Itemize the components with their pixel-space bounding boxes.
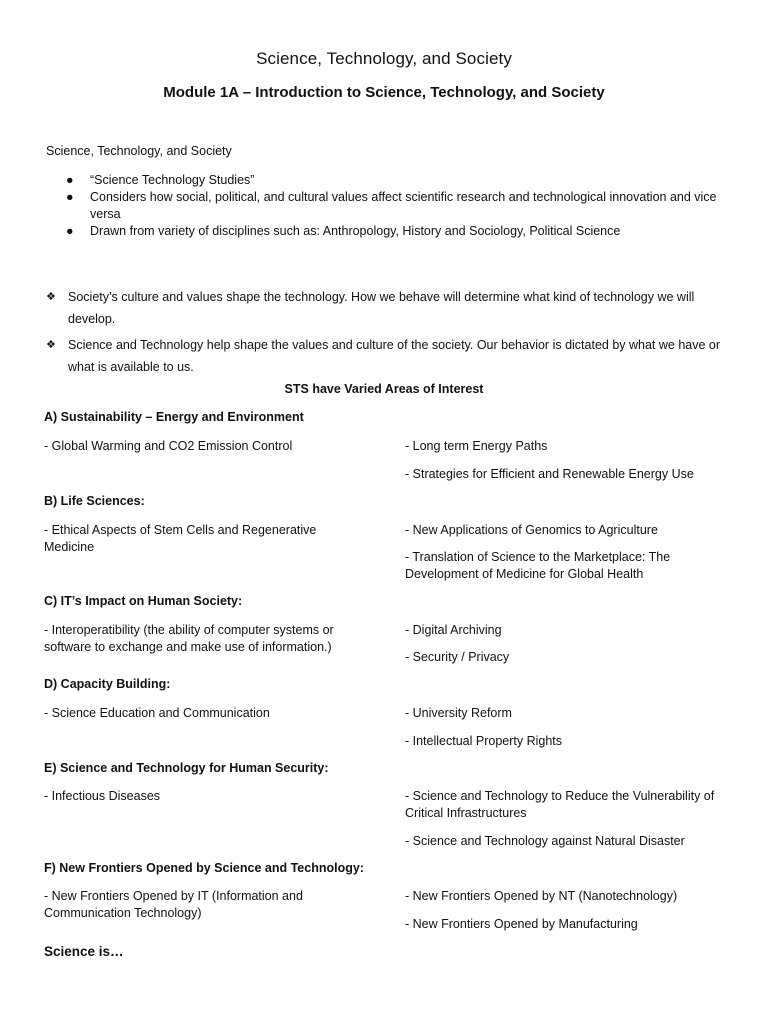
diamond-text: Society’s culture and values shape the technology. How we behave will determine what kind of technology we will develop. [68, 290, 695, 326]
category-item: - Strategies for Efficient and Renewable Energy Use [405, 467, 694, 481]
category-item: - Digital Archiving [405, 623, 502, 637]
diamond-bullet-list [46, 286, 722, 382]
category-heading: B) Life Sciences: [44, 494, 145, 508]
category-heading: C) IT’s Impact on Human Society: [44, 594, 243, 608]
intro-bullet-list [66, 172, 736, 240]
bullet-text: Considers how social, political, and cultural values affect scientific research and technological innovation and vice versa [90, 190, 717, 221]
category-item: - New Frontiers Opened by Manufacturing [405, 917, 638, 931]
list-item [46, 286, 722, 330]
module-subtitle: Module 1A – Introduction to Science, Technology, and Society [163, 84, 605, 101]
category-item: - New Applications of Genomics to Agriculture [405, 523, 658, 537]
category-item: - Translation of Science to the Marketplace: The Development of Medicine for Global Health [405, 550, 671, 581]
category-item: - Infectious Diseases [44, 789, 161, 803]
list-item [46, 334, 722, 378]
list-item [66, 189, 736, 223]
diamond-icon: ❖ [46, 291, 56, 303]
category-item: - Global Warming and CO2 Emission Control [44, 439, 293, 453]
intro-heading: Science, Technology, and Society [46, 144, 232, 158]
category-item: - Ethical Aspects of Stem Cells and Regenerative Medicine [44, 523, 317, 554]
category-item: - Science Education and Communication [44, 706, 270, 720]
category-item: - Interoperatibility (the ability of computer systems or software to exchange and make use of information.) [44, 623, 334, 654]
category-item: - Security / Privacy [405, 650, 510, 664]
areas-of-interest-heading: STS have Varied Areas of Interest [284, 382, 484, 396]
category-heading: F) New Frontiers Opened by Science and Technology: [44, 861, 364, 875]
category-item: - New Frontiers Opened by NT (Nanotechnology) [405, 889, 678, 903]
category-heading: D) Capacity Building: [44, 677, 171, 691]
bullet-text: Drawn from variety of disciplines such as: Anthropology, History and Sociology, Political Science [90, 224, 621, 238]
category-item: - University Reform [405, 706, 512, 720]
category-item: - Long term Energy Paths [405, 439, 548, 453]
list-item [66, 172, 736, 189]
bullet-icon: ● [66, 224, 74, 238]
diamond-icon: ❖ [46, 339, 56, 351]
bullet-icon: ● [66, 173, 74, 187]
category-item: - Intellectual Property Rights [405, 734, 563, 748]
category-heading: E) Science and Technology for Human Security: [44, 761, 329, 775]
diamond-text: Science and Technology help shape the values and culture of the society. Our behavior is dictated by what we have or what is available to us. [68, 338, 721, 374]
category-item: - Science and Technology to Reduce the Vulnerability of Critical Infrastructures [405, 789, 715, 820]
category-item: - New Frontiers Opened by IT (Information and Communication Technology) [44, 889, 303, 920]
bullet-icon: ● [66, 190, 74, 204]
category-item: - Science and Technology against Natural Disaster [405, 834, 685, 848]
category-heading: A) Sustainability – Energy and Environment [44, 410, 304, 424]
bullet-text: “Science Technology Studies” [90, 173, 255, 187]
list-item [66, 223, 736, 240]
document-title: Science, Technology, and Society [256, 49, 512, 68]
closing-heading: Science is… [44, 944, 124, 959]
